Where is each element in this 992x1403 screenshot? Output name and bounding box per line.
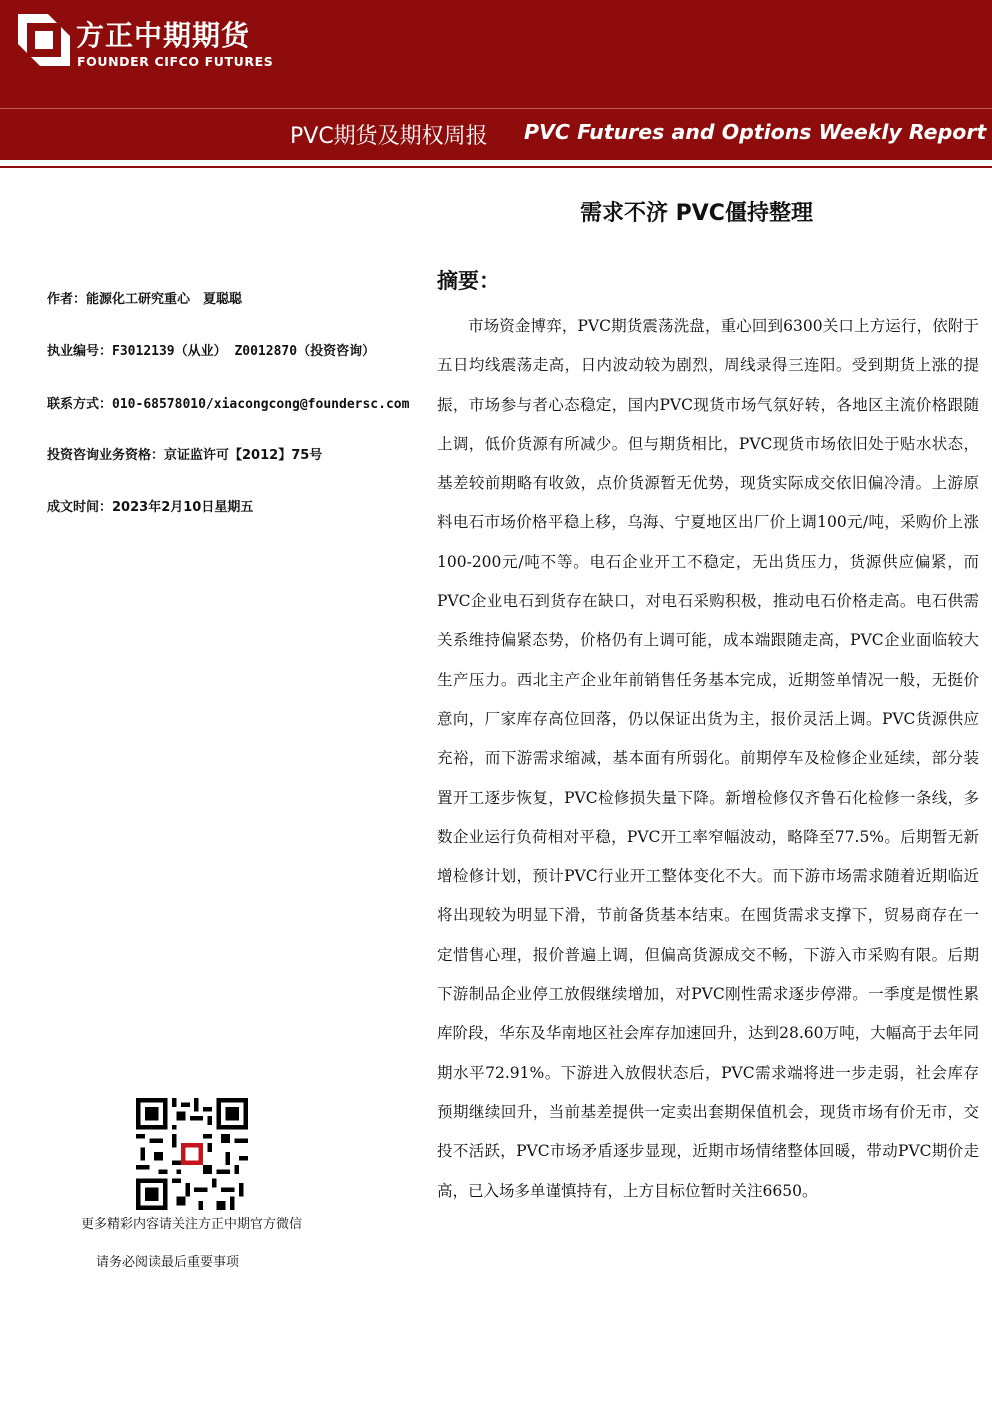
- qr-caption: 更多精彩内容请关注方正中期官方微信: [81, 1217, 303, 1232]
- meta-license: [47, 340, 375, 359]
- header-underline: [0, 166, 992, 168]
- meta-label: 投资咨询业务资格：: [47, 448, 165, 463]
- meta-contact: [47, 393, 409, 412]
- meta-label: 作者：: [47, 292, 87, 307]
- meta-value: 京证监许可【2012】75号: [164, 448, 323, 463]
- meta-label: 联系方式：: [47, 397, 113, 412]
- report-type-cn: PVC期货及期权周报: [290, 124, 488, 149]
- meta-label: 执业编号：: [47, 344, 113, 359]
- meta-value: F3012139（从业） Z0012870（投资咨询）: [112, 344, 376, 359]
- meta-label: 成文时间：: [47, 500, 113, 515]
- header-divider: [0, 108, 992, 109]
- summary-body: 市场资金博弈，PVC期货震荡洗盘，重心回到6300关口上方运行，依附于五日均线震荡走高，日内波动较为剧烈，周线录得三连阳。受到期货上涨的提振，市场参与者心态稳定，国内PVC现货市场气氛好转，各地区主流价格跟随上调，低价货源有所减少。但与期货相比，PVC现货市场依旧处于贴水状态，基差较前期略有收敛，点价货源暂无优势，现货实际成交依旧偏冷清。上游原料电石市场价格平稳上移，乌海、宁夏地区出厂价上调100元/吨，采购价上涨100-200元/吨不等。电石企业开工不稳定，无出货压力，货源供应偏紧，而PVC企业电石到货存在缺口，对电石采购积极，推动电石价格走高。电石供需关系维持偏紧态势，价格仍有上调可能，成本端跟随走高，PVC企业面临较大生产压力。西北主产企业年前销售任务基本完成，近期签单情况一般，无挺价意向，厂家库存高位回落，仍以保证出货为主，报价灵活上调。PVC货源供应充裕，而下游需求缩减，基本面有所弱化。前期停车及检修企业延续，部分装置开工逐步恢复，PVC检修损失量下降。新增检修仅齐鲁石化检修一条线，多数企业运行负荷相对平稳，PVC开工率窄幅波动，略降至77.5%。后期暂无新增检修计划，预计PVC行业开工整体变化不大。而下游市场需求随着近期临近将出现较为明显下滑，节前备货基本结束。在囤货需求支撑下，贸易商存在一定惜售心理，报价普遍上调，但偏高货源成交不畅，下游入市采购有限。后期下游制品企业停工放假继续增加，对PVC刚性需求逐步停滞。一季度是惯性累库阶段，华东及华南地区社会库存加速回升，达到28.60万吨，大幅高于去年同期水平72.91%。下游进入放假状态后，PVC需求端将进一步走弱，社会库存预期继续回升，当前基差提供一定卖出套期保值机会，现货市场有价无市，交投不活跃，PVC市场矛盾逐步显现，近期市场情绪整体回暖，带动PVC期价走高，已入场多单谨慎持有，上方目标位暂时关注6650。: [437, 317, 979, 1200]
- meta-value: 2023年2月10日星期五: [112, 500, 254, 515]
- wechat-qr-code: [136, 1098, 248, 1210]
- brand-name-cn: 方正中期期货: [76, 19, 251, 52]
- report-header: [0, 0, 992, 160]
- brand-name-en: FOUNDER CIFCO FUTURES: [77, 54, 274, 69]
- read-notice: 请务必阅读最后重要事项: [96, 1255, 240, 1270]
- meta-author: [47, 288, 242, 307]
- meta-date: [47, 496, 253, 515]
- page-title: 需求不济 PVC僵持整理: [580, 201, 813, 226]
- report-type-en: PVC Futures and Options Weekly Report: [524, 120, 987, 144]
- meta-value: 010-68578010/xiacongcong@foundersc.com: [112, 397, 410, 412]
- founder-logo-icon: [18, 14, 70, 66]
- meta-qualification: [47, 444, 322, 463]
- meta-value: 能源化工研究重心 夏聪聪: [86, 292, 243, 307]
- summary-heading: 摘要：: [437, 269, 500, 293]
